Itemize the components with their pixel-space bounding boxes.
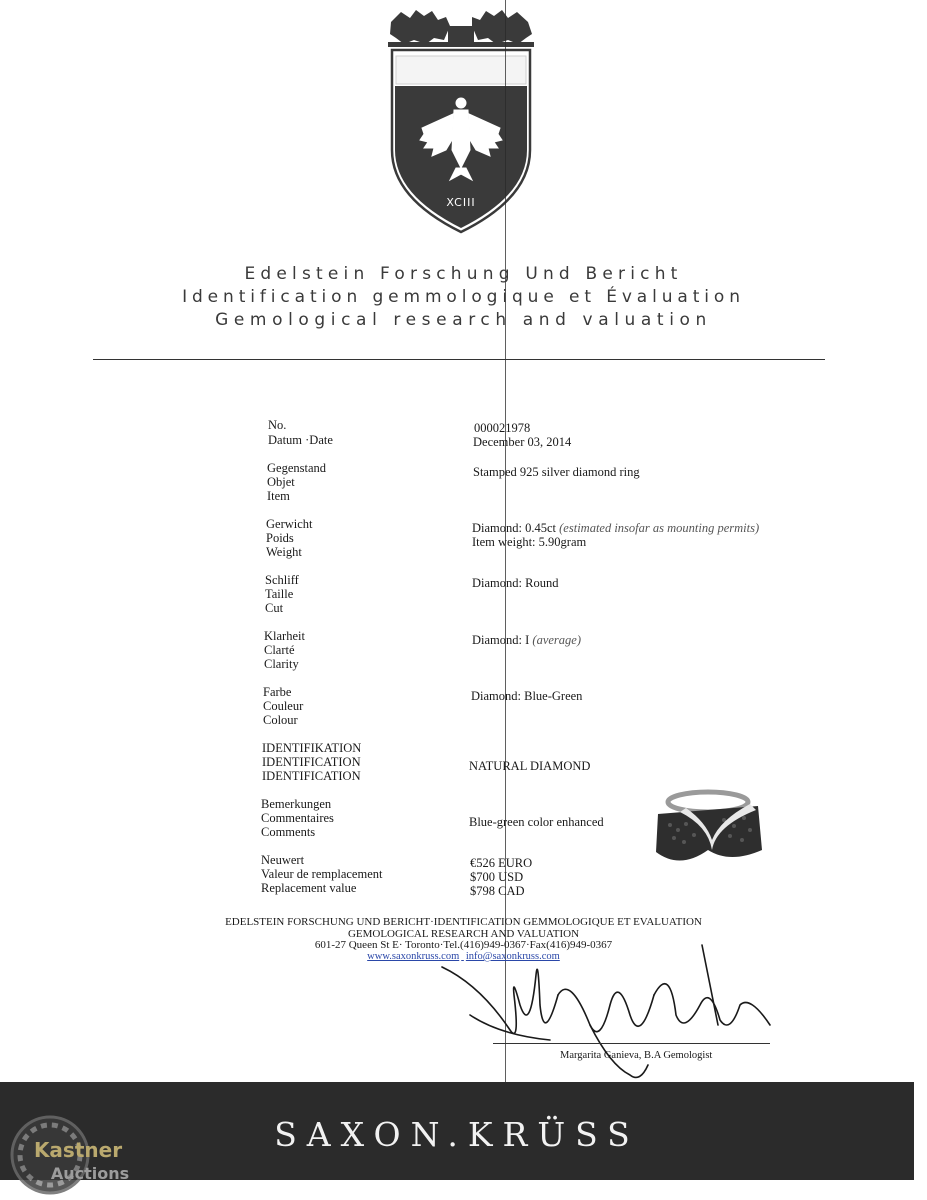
- email-link[interactable]: info@saxonkruss.com: [465, 951, 560, 962]
- watermark-line1: Kastner: [33, 1138, 123, 1162]
- label-comments-en: Comments: [261, 825, 316, 839]
- value-identification: NATURAL DIAMOND: [469, 759, 591, 773]
- label-identification-fr: IDENTIFICATION: [262, 755, 361, 769]
- value-clarity-text: Diamond: I: [472, 633, 530, 647]
- label-item-de: Gegenstand: [267, 461, 327, 475]
- value-cad: $798 CAD: [470, 884, 525, 898]
- value-comments: Blue-green color enhanced: [469, 815, 604, 829]
- label-weight-fr: Poids: [266, 531, 294, 545]
- ring-photo: [650, 780, 765, 880]
- signature-line: [493, 1043, 770, 1044]
- label-item-en: Item: [267, 489, 290, 503]
- label-date: Datum ·Date: [268, 433, 333, 447]
- footer-company-line: EDELSTEIN FORSCHUNG UND BERICHT·IDENTIFICATION GEMMOLOGIQUE ET EVALUATION: [225, 916, 702, 928]
- label-colour-de: Farbe: [263, 685, 292, 699]
- label-colour-fr: Couleur: [263, 699, 304, 713]
- label-weight-en: Weight: [266, 545, 302, 559]
- label-value-fr: Valeur de remplacement: [261, 867, 383, 881]
- label-clarity-de: Klarheit: [264, 629, 305, 643]
- label-comments-de: Bemerkungen: [261, 797, 332, 811]
- header-title-english: Gemological research and valuation: [215, 310, 712, 330]
- value-diamond-weight: [472, 521, 759, 535]
- crest-emblem: [386, 0, 536, 235]
- brand-name: SAXON.KRÜSS: [274, 1115, 640, 1154]
- auction-watermark-logo: [0, 1105, 140, 1200]
- header-divider: [93, 359, 825, 360]
- label-weight-de: Gerwicht: [266, 517, 313, 531]
- label-identification-de: IDENTIFIKATION: [262, 741, 362, 755]
- value-diamond-weight-text: Diamond: 0.45ct: [472, 521, 557, 535]
- value-euro: €526 EURO: [470, 856, 533, 870]
- label-value-en: Replacement value: [261, 881, 357, 895]
- label-number: No.: [268, 418, 287, 432]
- label-cut-fr: Taille: [265, 587, 294, 601]
- value-number: 000021978: [474, 421, 531, 435]
- label-cut-en: Cut: [265, 601, 284, 615]
- value-colour: Diamond: Blue-Green: [471, 689, 583, 703]
- label-clarity-fr: Clarté: [264, 643, 295, 657]
- label-colour-en: Colour: [263, 713, 298, 727]
- value-usd: $700 USD: [470, 870, 524, 884]
- value-weight-note: (estimated insofar as mounting permits): [559, 521, 760, 535]
- handwritten-signature: [440, 935, 780, 1085]
- header-title-french: Identification gemmologique et Évaluation: [182, 287, 745, 307]
- value-cut: Diamond: Round: [472, 576, 559, 590]
- value-date: December 03, 2014: [473, 435, 572, 449]
- gemologist-name: Margarita Ganieva, B.A Gemologist: [560, 1050, 713, 1061]
- watermark-line2: Auctions: [50, 1164, 130, 1183]
- website-link[interactable]: www.saxonkruss.com: [367, 951, 460, 962]
- value-clarity: [472, 633, 581, 647]
- label-item-fr: Objet: [267, 475, 295, 489]
- footer-address: 601-27 Queen St E· Toronto·Tel.(416)949-0367·Fax(416)949-0367: [314, 939, 613, 951]
- value-item-weight: Item weight: 5.90gram: [472, 535, 587, 549]
- label-value-de: Neuwert: [261, 853, 305, 867]
- header-title-german: Edelstein Forschung Und Bericht: [244, 264, 683, 284]
- label-clarity-en: Clarity: [264, 657, 299, 671]
- value-clarity-note: (average): [532, 633, 582, 647]
- label-identification-en: IDENTIFICATION: [262, 769, 361, 783]
- crest-numeral: XCIII: [446, 196, 476, 209]
- label-cut-de: Schliff: [265, 573, 299, 587]
- footer-subtitle: GEMOLOGICAL RESEARCH AND VALUATION: [347, 928, 580, 940]
- value-item: Stamped 925 silver diamond ring: [473, 465, 640, 479]
- label-comments-fr: Commentaires: [261, 811, 334, 825]
